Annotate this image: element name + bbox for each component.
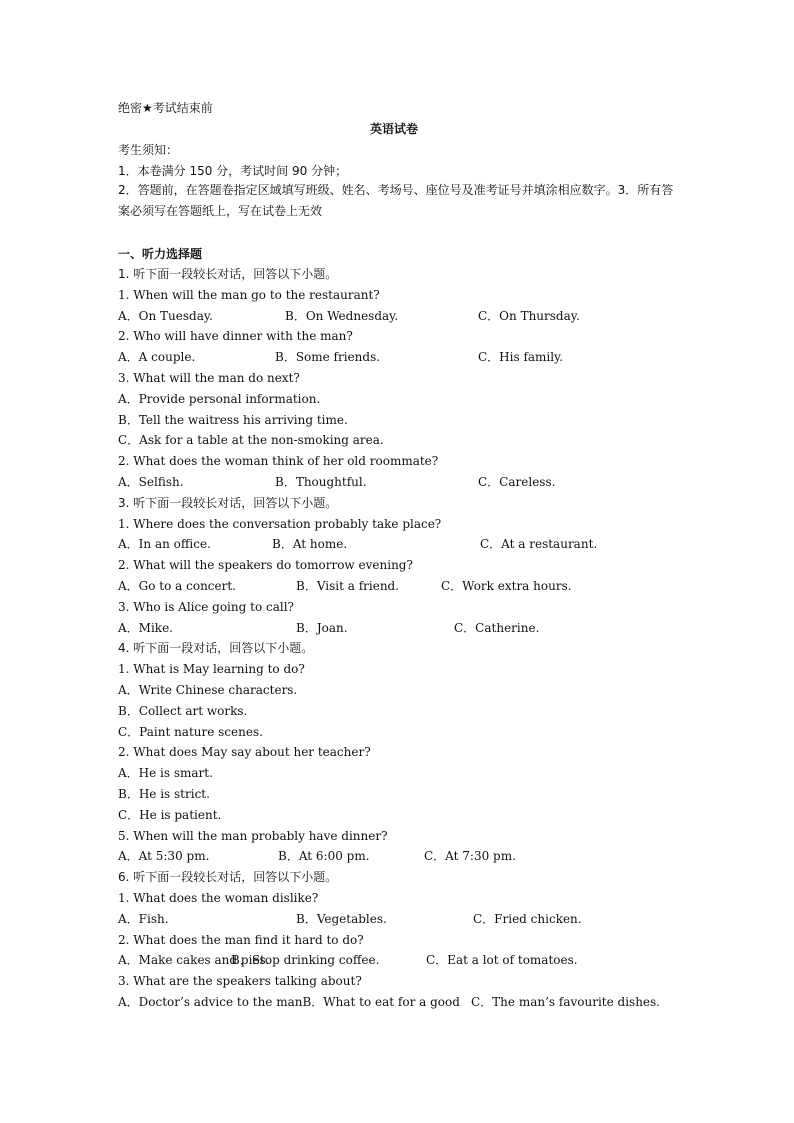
question-line: 5. When will the man probably have dinner? — [118, 828, 388, 843]
option-a: A．Mike. — [118, 620, 173, 635]
option-c: C．On Thursday. — [478, 308, 580, 323]
question-line: C．He is patient. — [118, 807, 222, 822]
question-line: B．Tell the waitress his arriving time. — [118, 412, 348, 427]
question-line: A．Provide personal information. — [118, 391, 321, 406]
option-c: C．Work extra hours. — [441, 579, 572, 593]
option-a: A．Go to a concert. — [118, 579, 236, 593]
question-line: C．Ask for a table at the non-smoking area. — [118, 433, 384, 448]
confidential-label: 绝密★考试结束前 — [118, 101, 213, 115]
option-b: B．At 6:00 pm. — [278, 849, 370, 864]
option-b: B．Vegetables. — [296, 911, 387, 926]
option-c: C．The man’s favourite dishes. — [471, 995, 661, 1009]
question-line: 1. When will the man go to the restaurant? — [118, 287, 380, 302]
question-line: B．Collect art works. — [118, 703, 248, 718]
option-a: A．Make cakes and pies. — [118, 953, 270, 968]
option-a: A．A couple. — [118, 350, 196, 365]
option-b: B．At home. — [272, 537, 348, 552]
section-heading: 一、听力选择题 — [118, 247, 203, 261]
question-line: 3. What will the man do next? — [118, 371, 300, 385]
option-a: A．Fish. — [118, 911, 169, 926]
option-a: A．Selfish. — [118, 475, 184, 489]
option-b: B．Stop drinking coffee. — [231, 953, 380, 968]
option-c: C．At 7:30 pm. — [424, 849, 516, 864]
question-line: 2. What does May say about her teacher? — [118, 745, 371, 760]
question-line: C．Paint nature scenes. — [118, 724, 263, 739]
question-line: 1. What is May learning to do? — [118, 662, 305, 677]
option-c: C．Catherine. — [454, 620, 540, 635]
question-line: B．He is strict. — [118, 787, 210, 801]
option-b: B．On Wednesday. — [285, 308, 399, 323]
question-line: 2. What does the woman think of her old roommate? — [118, 454, 439, 469]
question-line: 2. What will the speakers do tomorrow evening? — [118, 558, 413, 573]
option-c: C．At a restaurant. — [480, 537, 598, 552]
question-line: A．Write Chinese characters. — [118, 683, 298, 697]
option-a: A．At 5:30 pm. — [118, 849, 210, 864]
option-c: C．Eat a lot of tomatoes. — [426, 953, 578, 968]
question-line: A．He is smart. — [118, 766, 213, 781]
question-line: 1. Where does the conversation probably take place? — [118, 516, 442, 531]
question-line: 3. Who is Alice going to call? — [118, 599, 294, 614]
option-c: C．His family. — [478, 350, 564, 365]
question-group-heading: 6. 听下面一段较长对话，回答以下小题。 — [118, 870, 338, 885]
option-b: B．Thoughtful. — [275, 475, 367, 489]
notice-line-2: 2．答题前，在答题卷指定区域填写班级、姓名、考场号、座位号及准考证号并填涂相应数字。3．所有答案必须写在答题纸上，写在试卷上无效 — [118, 183, 674, 218]
option-c: C．Fried chicken. — [473, 911, 582, 926]
option-b: B．Joan. — [296, 620, 348, 635]
option-b: B．Some friends. — [275, 350, 381, 365]
notice-title: 考生须知： — [118, 143, 179, 157]
question-line: 3. What are the speakers talking about? — [118, 974, 362, 989]
notice-line-1: 1．本卷满分 150 分，考试时间 90 分钟； — [118, 164, 348, 178]
question-line: 1. What does the woman dislike? — [118, 891, 319, 905]
option-c: C．Careless. — [478, 475, 556, 489]
question-group-heading: 4. 听下面一段对话，回答以下小题。 — [118, 641, 314, 656]
option-a: A．Doctor’s advice to the manB．What to eat for a good — [118, 995, 460, 1009]
page-title: 英语试卷 — [370, 122, 419, 136]
option-a: A．In an office. — [118, 537, 211, 552]
option-a: A．On Tuesday. — [118, 308, 213, 323]
question-line: 2. Who will have dinner with the man? — [118, 329, 353, 344]
question-group-heading: 3. 听下面一段较长对话，回答以下小题。 — [118, 495, 338, 510]
question-line: 2. What does the man find it hard to do? — [118, 932, 364, 947]
option-b: B．Visit a friend. — [296, 579, 400, 593]
question-group-heading: 1. 听下面一段较长对话，回答以下小题。 — [118, 267, 338, 281]
